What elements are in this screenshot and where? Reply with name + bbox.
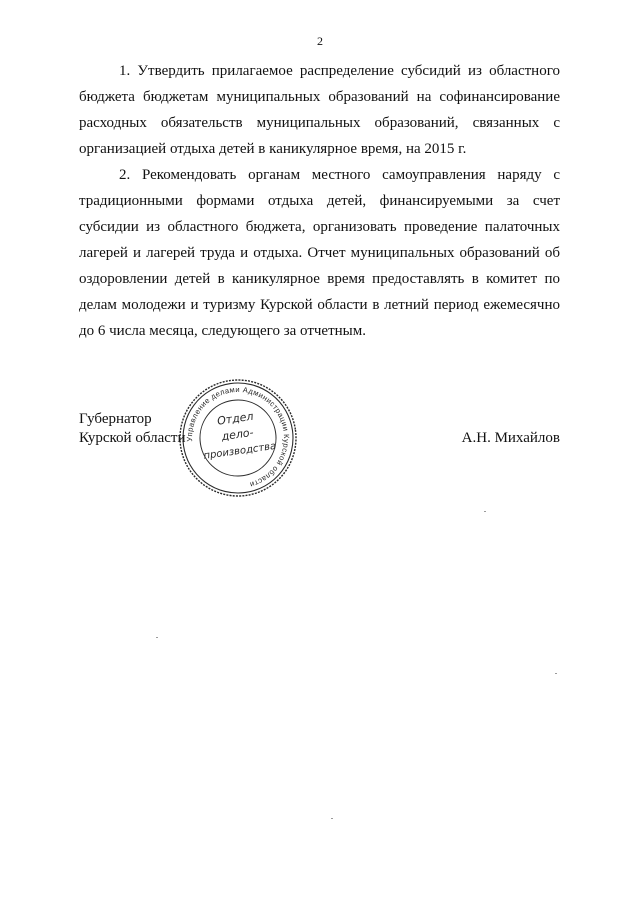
signatory-title-line2: Курской области bbox=[79, 430, 186, 446]
scan-speck bbox=[331, 818, 333, 819]
scan-speck bbox=[156, 637, 158, 638]
page-number: 2 bbox=[317, 34, 323, 48]
paragraph-2: 2. Рекомендовать органам местного самоуправления наряду с традиционными формами отдыха детей, финансируемыми за счет субсидии из областного бюджета, организовать проведение палаточных лагерей и лагерей труда и отдыха. Отчет муниципальных образований об оздоровлении детей в каникулярное время предоставлять в комитет по делам молодежи и туризму Курской области в летний период ежемесячно до 6 числа месяца, следующего за отчетным. bbox=[79, 167, 560, 339]
document-body bbox=[79, 58, 560, 344]
stamp-line-2: дело- bbox=[220, 425, 255, 444]
paragraph-1: 1. Утвердить прилагаемое распределение субсидий из областного бюджета бюджетам муниципальных образований на софинансирование расходных обязательств муниципальных образований, связанных с организацией отдыха детей в каникулярное время, на 2015 г. bbox=[79, 63, 560, 157]
scan-speck bbox=[555, 673, 557, 674]
signatory-title bbox=[79, 410, 185, 448]
signatory-name: А.Н. Михайлов bbox=[461, 430, 560, 446]
scan-speck bbox=[484, 511, 486, 512]
department-stamp bbox=[176, 376, 300, 500]
stamp-ring-text: Управление делами Администрации Курской области bbox=[184, 384, 292, 490]
stamp-line-3: производства bbox=[202, 440, 277, 462]
stamp-seal bbox=[176, 376, 300, 500]
stamp-line-1: Отдел bbox=[216, 409, 255, 428]
signatory-title-line1: Губернатор bbox=[79, 411, 152, 427]
